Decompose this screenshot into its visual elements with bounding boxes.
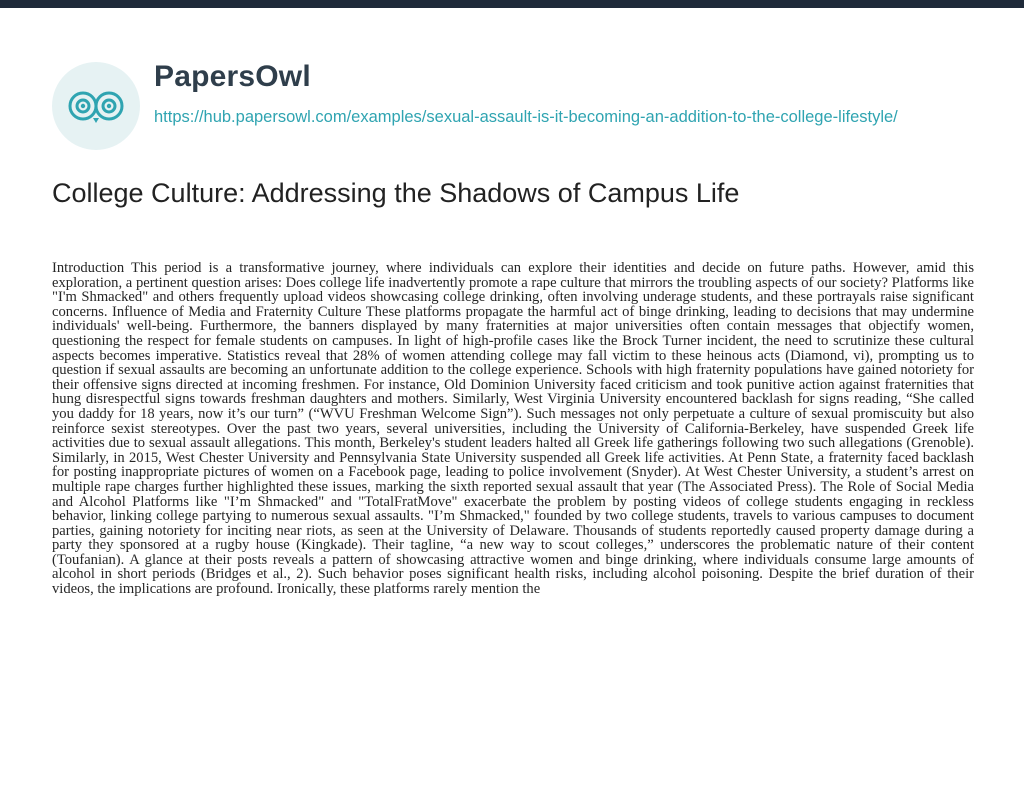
document-body: Introduction This period is a transformative journey, where individuals can explore their identities and decide on future paths. However, amid this exploration, a pertinent question arises: Does college life inadvertently promote a rape culture that mirrors the troubling aspects of our society? Platforms like "I'm Shmacked" and others frequently upload videos showcasing college drinking, often involving underage students, and these portrayals raise significant concerns. Influence of Media and Fraternity Culture These platforms propagate the harmful act of binge drinking, leading to decisions that may undermine individuals' well-being. Furthermore, the banners displayed by many fraternities at major universities often contain messages that objectify women, questioning the respect for female students on campuses. In light of high-profile cases like the Brock Turner incident, the need to scrutinize these cultural aspects becomes imperative. Statistics reveal that 28% of women attending college may fall victim to these heinous acts (Diamond, vi), prompting us to question if sexual assaults are becoming an unfortunate addition to the college experience. Schools with high fraternity populations have gained notoriety for their offensive signs directed at incoming freshmen. For instance, Old Dominion University faced criticism and took punitive action against fraternities that hung disrespectful signs towards freshman daughters and mothers. Similarly, West Virginia University encountered backlash for signs reading, “She called you daddy for 18 years, now it’s our turn” (“WVU Freshman Welcome Sign”). Such messages not only perpetuate a culture of sexual promiscuity but also reinforce sexist stereotypes. Over the past two years, several universities, including the University of California-Berkeley, have suspended Greek life activities due to sexual assault allegations. This month, Berkeley's student leaders halted all Greek life gatherings following two such allegations (Grenoble). Similarly, in 2015, West Chester University and Pennsylvania State University suspended all Greek life activities. At Penn State, a fraternity faced backlash for posting inappropriate pictures of women on a Facebook page, leading to police involvement (Snyder). At West Chester University, a student’s arrest on multiple rape charges further highlighted these issues, marking the sixth reported sexual assault that year (The Associated Press). The Role of Social Media and Alcohol Platforms like "I’m Shmacked" and "TotalFratMove" exacerbate the problem by posting videos of college students engaging in reckless behavior, linking college partying to numerous sexual assaults. "I’m Shmacked," founded by two college students, travels to various campuses to document parties, gaining notoriety for inciting near riots, as seen at the University of Delaware. Thousands of students reportedly caused property damage during a party they sponsored at a rugby house (Kingkade). Their tagline, “a new way to scout colleges,” underscores the problematic nature of their content (Toufanian). A glance at their posts reveals a pattern of showcasing attractive women and binge drinking, where individuals consume large amounts of alcohol in short periods (Bridges et al., 2). Such behavior poses significant health risks, including alcohol poisoning. Despite the brief duration of their videos, the implications are profound. Ironically, these platforms rarely mention the <box>52 260 974 598</box>
top-accent-bar <box>0 0 1024 8</box>
owl-logo-icon <box>50 60 142 152</box>
site-header <box>50 44 980 154</box>
document-title: College Culture: Addressing the Shadows of Campus Life <box>52 178 740 208</box>
source-url-link[interactable]: https://hub.papersowl.com/examples/sexual-assault-is-it-becoming-an-addition-to-the-college-lifestyle/ <box>154 108 898 126</box>
brand-name[interactable]: PapersOwl <box>154 60 311 93</box>
